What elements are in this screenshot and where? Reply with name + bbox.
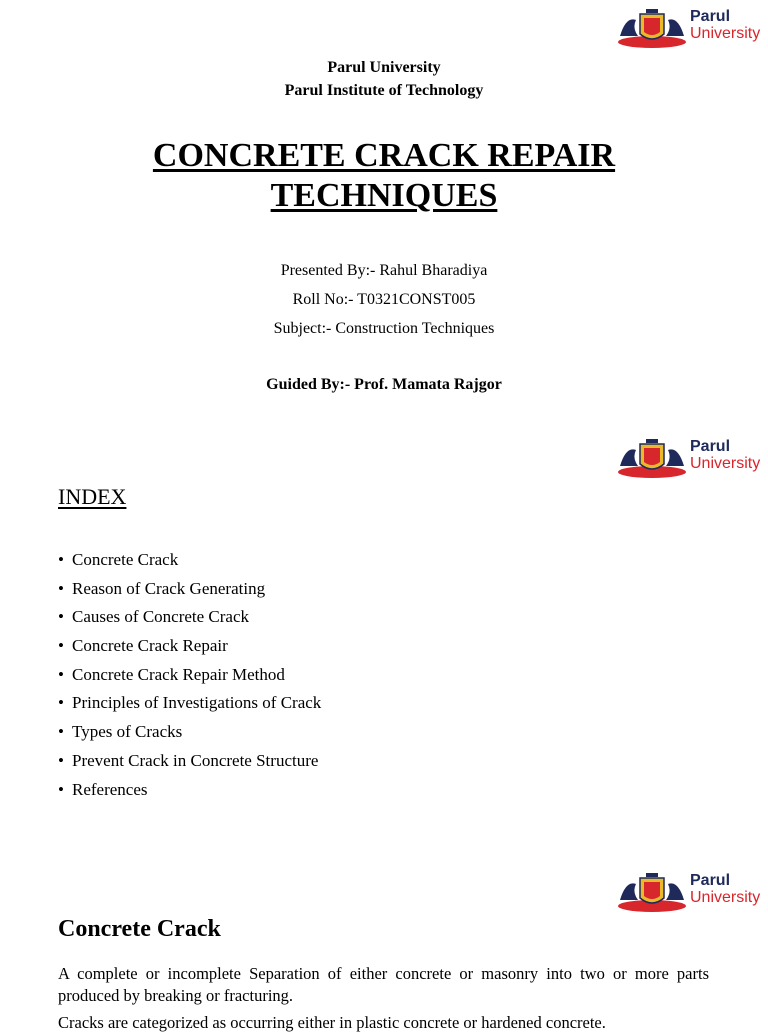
index-item: • Concrete Crack Repair Method <box>58 664 285 684</box>
index-item: • Reason of Crack Generating <box>58 578 266 598</box>
parul-university-logo <box>616 436 766 480</box>
title-line-2: TECHNIQUES <box>270 177 498 214</box>
index-item: • Principles of Investigations of Crack <box>58 693 322 713</box>
institute-name: Parul Institute of Technology <box>284 82 484 99</box>
definition-paragraph: A complete or incomplete Separation of either concrete or masonry into two or more parts produced by breaking or fracturing. <box>58 964 709 1005</box>
parul-university-logo <box>616 870 766 914</box>
concrete-crack-slide <box>0 860 768 1032</box>
university-crest-icon <box>616 6 688 50</box>
category-paragraph: Cracks are categorized as occurring either in plastic concrete or hardened concrete. <box>58 1013 606 1032</box>
index-item: • Concrete Crack Repair <box>58 636 228 656</box>
university-name: Parul University <box>327 59 441 76</box>
guided-by: Guided By:- Prof. Mamata Rajgor <box>266 376 502 393</box>
logo-sub: University <box>690 455 761 472</box>
subject: Subject:- Construction Techniques <box>273 320 495 337</box>
index-heading: INDEX <box>58 484 127 509</box>
logo-name: Parul <box>690 438 731 455</box>
logo-sub: University <box>690 25 761 42</box>
logo-sub: University <box>690 889 761 906</box>
logo-name: Parul <box>690 8 731 25</box>
university-crest-icon <box>616 870 688 914</box>
logo-name: Parul <box>690 872 731 889</box>
title-line-1: CONCRETE CRACK REPAIR <box>152 137 616 174</box>
roll-no: Roll No:- T0321CONST005 <box>292 291 476 308</box>
index-item: • Concrete Crack <box>58 550 179 569</box>
section-heading: Concrete Crack <box>58 916 221 942</box>
index-item: • Prevent Crack in Concrete Structure <box>58 750 319 770</box>
index-list <box>58 546 321 804</box>
university-crest-icon <box>616 436 688 480</box>
parul-university-logo <box>616 6 766 50</box>
title-slide <box>0 0 768 428</box>
index-item: • Causes of Concrete Crack <box>58 607 250 627</box>
index-item: • Types of Cracks <box>58 722 183 742</box>
index-slide <box>0 428 768 860</box>
index-item: • References <box>58 779 148 799</box>
presented-by: Presented By:- Rahul Bharadiya <box>280 262 488 279</box>
